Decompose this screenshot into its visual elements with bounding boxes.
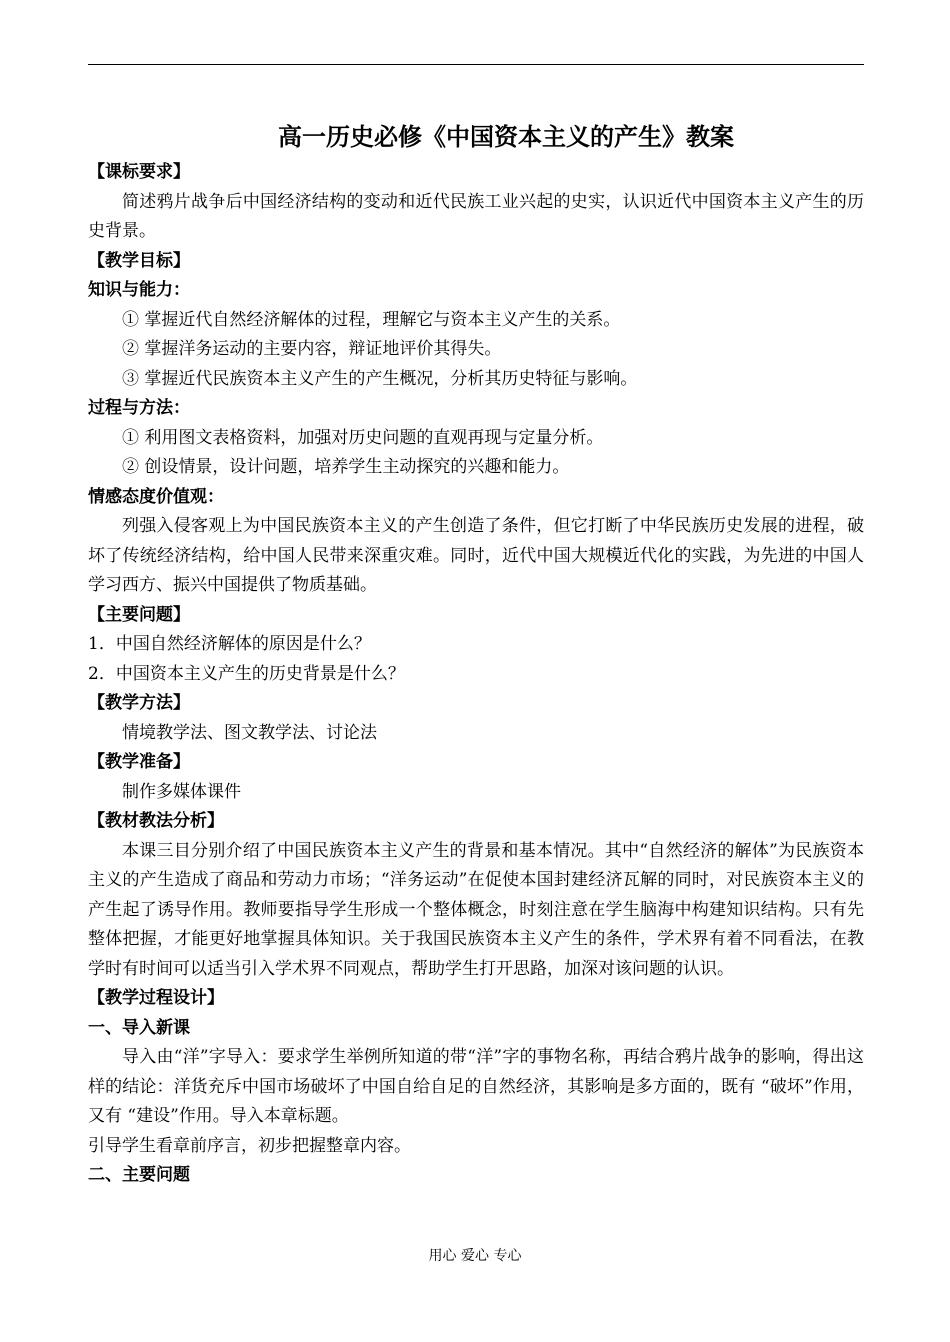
process-item: ① 利用图文表格资料，加强对历史问题的直观再现与定量分析。 (122, 427, 604, 448)
main-questions-heading: 二、主要问题 (88, 1165, 190, 1185)
methods-text: 情境教学法、图文教学法、讨论法 (122, 722, 377, 743)
emotion-heading: 情感态度价值观： (88, 486, 224, 507)
emotion-text: 列强入侵客观上为中国民族资本主义的产生创造了条件，但它打断了中华民族历史发展的进程，破坏了传统经济结构，给中国人民带来深重灾难。同时，近代中国大规模近代化的实践，为先进的中国人学习西方、振兴中国提供了物质基础。 (88, 516, 864, 595)
process-heading: 过程与方法： (88, 398, 190, 418)
intro-note: 引导学生看章前序言，初步把握整章内容。 (88, 1135, 411, 1156)
knowledge-item: ② 掌握洋务运动的主要内容，辩证地评价其得失。 (122, 339, 502, 359)
methods-heading: 【教学方法】 (88, 693, 190, 713)
curriculum-heading: 【课标要求】 (88, 162, 190, 182)
questions-heading: 【主要问题】 (88, 604, 190, 625)
question-item: 2．中国资本主义产生的历史背景是什么？ (88, 663, 405, 684)
intro-text: 导入由“洋”字导入：要求学生举例所知道的带“洋”字的事物名称，再结合鸦片战争的影响，得出这样的结论：洋货充斥中国市场破坏了中国自给自足的自然经济，其影响是多方面的，既有 “破坏”作用，又有 “建设”作用。导入本章标题。 (88, 1047, 864, 1126)
page-footer: 用心 爱心 专心 (428, 1248, 522, 1264)
document-title: 高一历史必修《中国资本主义的产生》教案 (278, 123, 734, 151)
process-item: ② 创设情景，设计问题，培养学生主动探究的兴趣和能力。 (122, 457, 570, 477)
analysis-heading: 【教材教法分析】 (88, 811, 224, 831)
document-body (88, 122, 864, 1191)
knowledge-heading: 知识与能力： (88, 280, 190, 300)
question-item: 1．中国自然经济解体的原因是什么？ (88, 634, 371, 654)
prep-heading: 【教学准备】 (88, 752, 190, 772)
intro-heading: 一、导入新课 (88, 1017, 190, 1038)
knowledge-item: ③ 掌握近代民族资本主义产生的产生概况，分析其历史特征与影响。 (122, 368, 638, 389)
design-heading: 【教学过程设计】 (88, 988, 224, 1008)
prep-text: 制作多媒体课件 (122, 781, 241, 802)
header-rule (88, 64, 864, 65)
goals-heading: 【教学目标】 (88, 250, 190, 271)
knowledge-item: ① 掌握近代自然经济解体的过程，理解它与资本主义产生的关系。 (122, 309, 621, 330)
curriculum-text: 简述鸦片战争后中国经济结构的变动和近代民族工业兴起的史实，认识近代中国资本主义产生的历史背景。 (88, 191, 864, 241)
analysis-text: 本课三目分别介绍了中国民族资本主义产生的背景和基本情况。其中“自然经济的解体”为民族资本主义的产生造成了商品和劳动力市场；“洋务运动”在促使本国封建经济瓦解的同时，对民族资本主义的产生起了诱导作用。教师要指导学生形成一个整体概念，时刻注意在学生脑海中构建知识结构。只有先整体把握，才能更好地掌握具体知识。关于我国民族资本主义产生的条件，学术界有着不同看法，在教学时有时间可以适当引入学术界不同观点，帮助学生打开思路，加深对该问题的认识。 (88, 840, 864, 979)
